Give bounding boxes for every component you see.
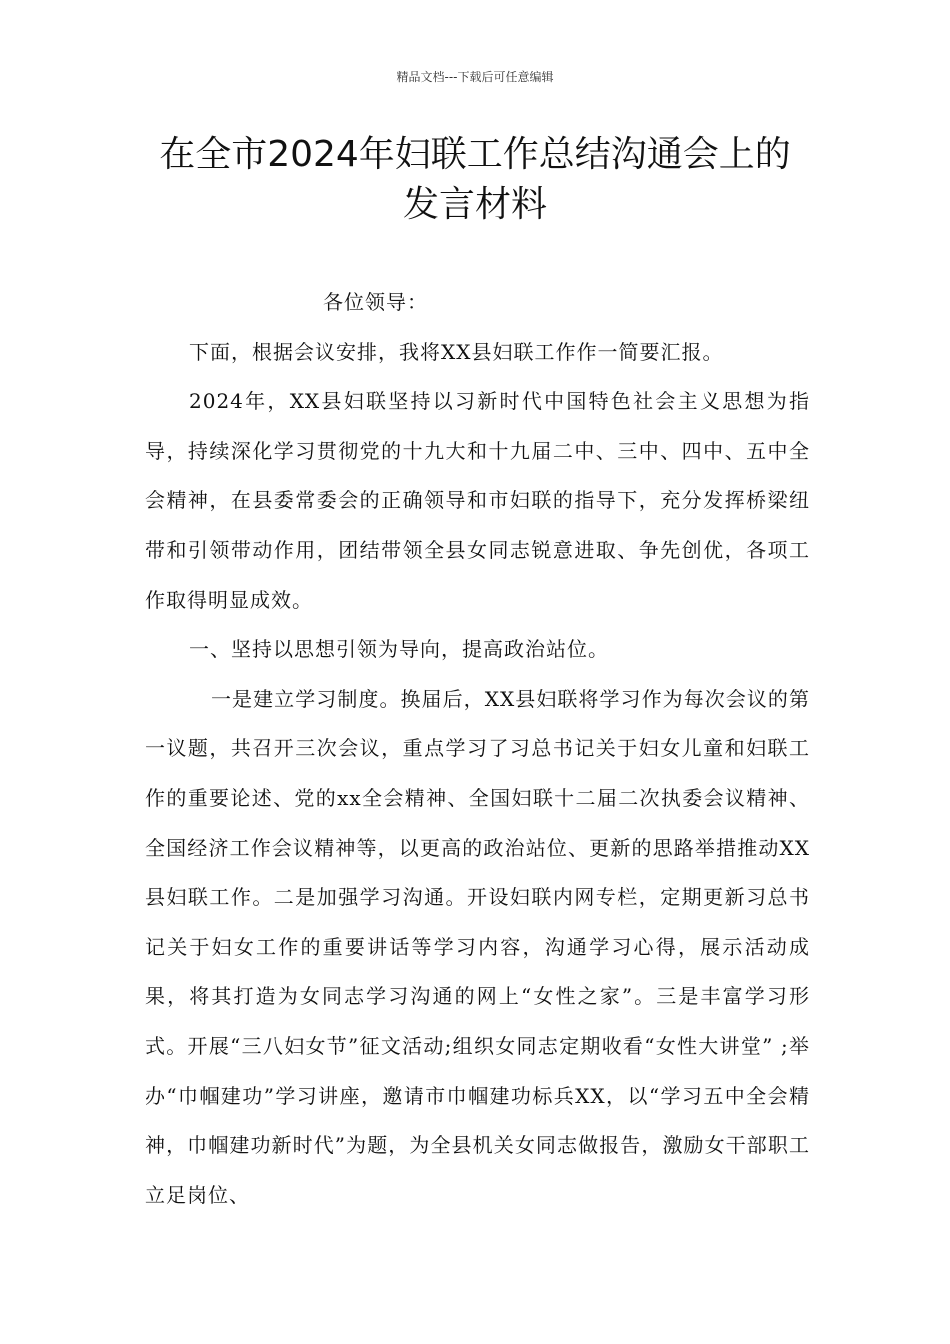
document-title: 在全市2024年妇联工作总结沟通会上的发言材料	[159, 134, 791, 225]
section-heading-1: 一、坚持以思想引领为导向，提高政治站位。	[189, 637, 609, 662]
paragraph-intro: 下面，根据会议安排，我将XX县妇联工作作一简要汇报。	[189, 339, 724, 364]
salutation: 各位领导：	[323, 290, 428, 314]
paragraph-section-1-detail: 一是建立学习制度。换届后，XX县妇联将学习作为每次会议的第一议题，共召开三次会议，重点学习了习总书记关于妇女儿童和妇联工作的重要论述、党的xx全会精神、全国妇联十二届二次执委会议精神、全国经济工作会议精神等，以更高的政治站位、更新的思路举措推动XX县妇联工作。二是加强学习沟通。开设妇联内网专栏，定期更新习总书记关于妇女工作的重要讲话等学习内容，沟通学习心得，展示活动成果，将其打造为女同志学习沟通的网上“女性之家”。三是丰富学习形式。开展“三八妇女节”征文活动;组织女同志定期收看“女性大讲堂” ;举办“巾帼建功”学习讲座，邀请市巾帼建功标兵XX，以“学习五中全会精神，巾帼建功新时代”为题，为全县机关女同志做报告，激励女干部职工立足岗位、	[145, 686, 810, 1207]
header-note: 精品文档---下载后可任意编辑	[396, 70, 554, 84]
document-body	[145, 278, 810, 1220]
paragraph-overview: 2024年，XX县妇联坚持以习新时代中国特色社会主义思想为指导，持续深化学习贯彻党的十九大和十九届二中、三中、四中、五中全会精神，在县委常委会的正确领导和市妇联的指导下，充分发挥桥梁纽带和引领带动作用，团结带领全县女同志锐意进取、争先创优，各项工作取得明显成效。	[145, 389, 810, 612]
